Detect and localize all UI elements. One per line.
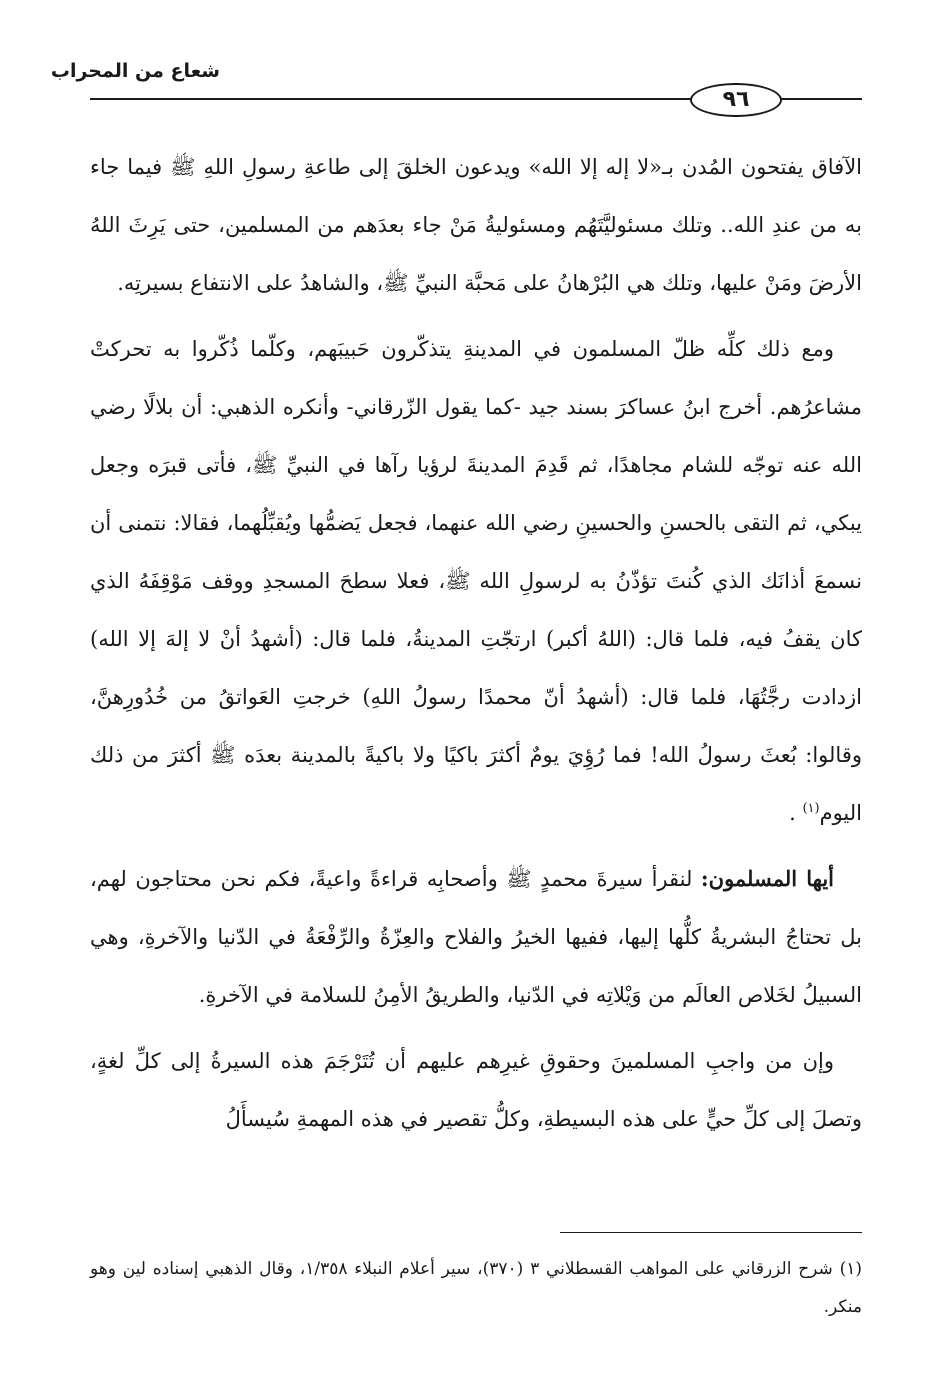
paragraph-3	[90, 850, 862, 1024]
footnote-rule	[560, 1232, 862, 1233]
paragraph-4-text: وإن من واجبِ المسلمينَ وحقوقِ غيرِهم عليهم أن تُتَرْجَمَ هذه السيرةُ إلى كلِّ لغةٍ، وتصلَ إلى كلِّ حيٍّ على هذه البسيطةِ، وكلُّ تقصير في هذه المهمةِ سُيسأَلُ	[90, 1049, 862, 1131]
page-number: ٩٦	[690, 83, 782, 117]
paragraph-1	[90, 138, 862, 312]
paragraph-3-lead: أيها المسلمون:	[700, 866, 835, 891]
footnote: (١) شرح الزرقاني على المواهب القسطلاني ٣ (٣٧٠)، سير أعلام النبلاء ١/٣٥٨، وقال الذهبي إسناده لين وهو منكر.	[90, 1259, 862, 1317]
paragraph-4	[90, 1032, 862, 1148]
body-text	[90, 138, 862, 1148]
paragraph-2-text: ومع ذلك كلِّه ظلّ المسلمون في المدينةِ يتذكّرون حَبيبَهم، وكلّما ذُكّروا به تحركتْ مشاعرُهم. أخرج ابنُ عساكرَ بسند جيد -كما يقول الزّرقاني- وأنكره الذهبي: أن بلالًا رضي الله عنه توجّه للشام مجاهدًا، ثم قَدِمَ المدينةَ لرؤيا رآها في النبيِّ ﷺ، فأتى قبرَه وجعل يبكي، ثم التقى بالحسنِ والحسينِ رضي الله عنهما، فجعل يَضمُّها ويُقبِّلُهما، فقالا: نتمنى أن نسمعَ أذانَك الذي كُنتَ تؤذّنُ به لرسولِ الله ﷺ، فعلا سطحَ المسجدِ ووقف مَوْقِفَهُ الذي كان يقفُ فيه، فلما قال: (اللهُ أكبر) ارتجّتِ المدينةُ، فلما قال: (أشهدُ أنْ لا إلهَ إلا الله) ازدادت رجَّتُهَا، فلما قال: (أشهدُ أنّ محمدًا رسولُ اللهِ) خرجتِ العَواتقُ من خُدُورِهنَّ، وقالوا: بُعثَ رسولُ الله! فما رُؤِيَ يومٌ أكثرَ باكيًا ولا باكيةً بالمدينة بعدَه ﷺ أكثرَ من ذلك اليوم	[90, 337, 862, 825]
paragraph-3-text: لنقرأ سيرةَ محمدٍ ﷺ وأصحابِه قراءةً واعيةً، فكم نحن محتاجون لهم، بل تحتاجُ البشريةُ كلُّها إليها، ففيها الخيرُ والفلاح والعِزّةُ والرِّفْعَةُ في الدّنيا والآخرةِ، وهي السبيلُ لخَلاص العالَم من وَيْلاتِه في الدّنيا، والطريقُ الأمِنُ للسلامة في الآخرةِ.	[90, 867, 862, 1007]
paragraph-2: ومع ذلك كلِّه ظلّ المسلمون في المدينةِ يتذكّرون حَبيبَهم، وكلّما ذُكّروا به تحركتْ مشاعرُهم. أخرج ابنُ عساكرَ بسند جيد -كما يقول الزّرقاني- وأنكره الذهبي: أن بلالًا رضي الله عنه توجّه للشام مجاهدًا، ثم قَدِمَ المدينةَ لرؤيا رآها في النبيِّ ﷺ، فأتى قبرَه وجعل يبكي، ثم التقى بالحسنِ والحسينِ رضي الله عنهما، فجعل يَضمُّها ويُقبِّلُهما، فقالا: نتمنى أن نسمعَ أذانَك الذي كُنتَ تؤذّنُ به لرسولِ الله ﷺ، فعلا سطحَ المسجدِ ووقف مَوْقِفَهُ الذي كان يقفُ فيه، فلما قال: (اللهُ أكبر) ارتجّتِ المدينةُ، فلما قال: (أشهدُ أنْ لا إلهَ إلا الله) ازدادت رجَّتُهَا، فلما قال: (أشهدُ أنّ محمدًا رسولُ اللهِ) خرجتِ العَواتقُ من خُدُورِهنَّ، وقالوا: بُعثَ رسولُ الله! فما رُؤِيَ يومٌ أكثرَ باكيًا ولا باكيةً بالمدينة بعدَه ﷺ أكثرَ من ذلك اليوم$^{(١)}$ .	[90, 337, 862, 825]
running-head: شعاع من المحراب	[50, 60, 220, 82]
paragraph-1-text: الآفاق يفتحون المُدن بـ«لا إله إلا الله» ويدعون الخلقَ إلى طاعةِ رسولِ اللهِ ﷺ فيما جاء به من عندِ الله.. وتلك مسئوليَّتَهُم ومسئوليةُ مَنْ جاء بعدَهم من المسلمين، حتى يَرِثَ اللهُ الأرضَ ومَنْ عليها، وتلك هي البُرْهانُ على مَحبَّة النبيِّ ﷺ، والشاهدُ على الانتفاع بسيرتِه.	[90, 155, 862, 295]
footnote-reference[interactable]: (١)	[802, 801, 820, 816]
